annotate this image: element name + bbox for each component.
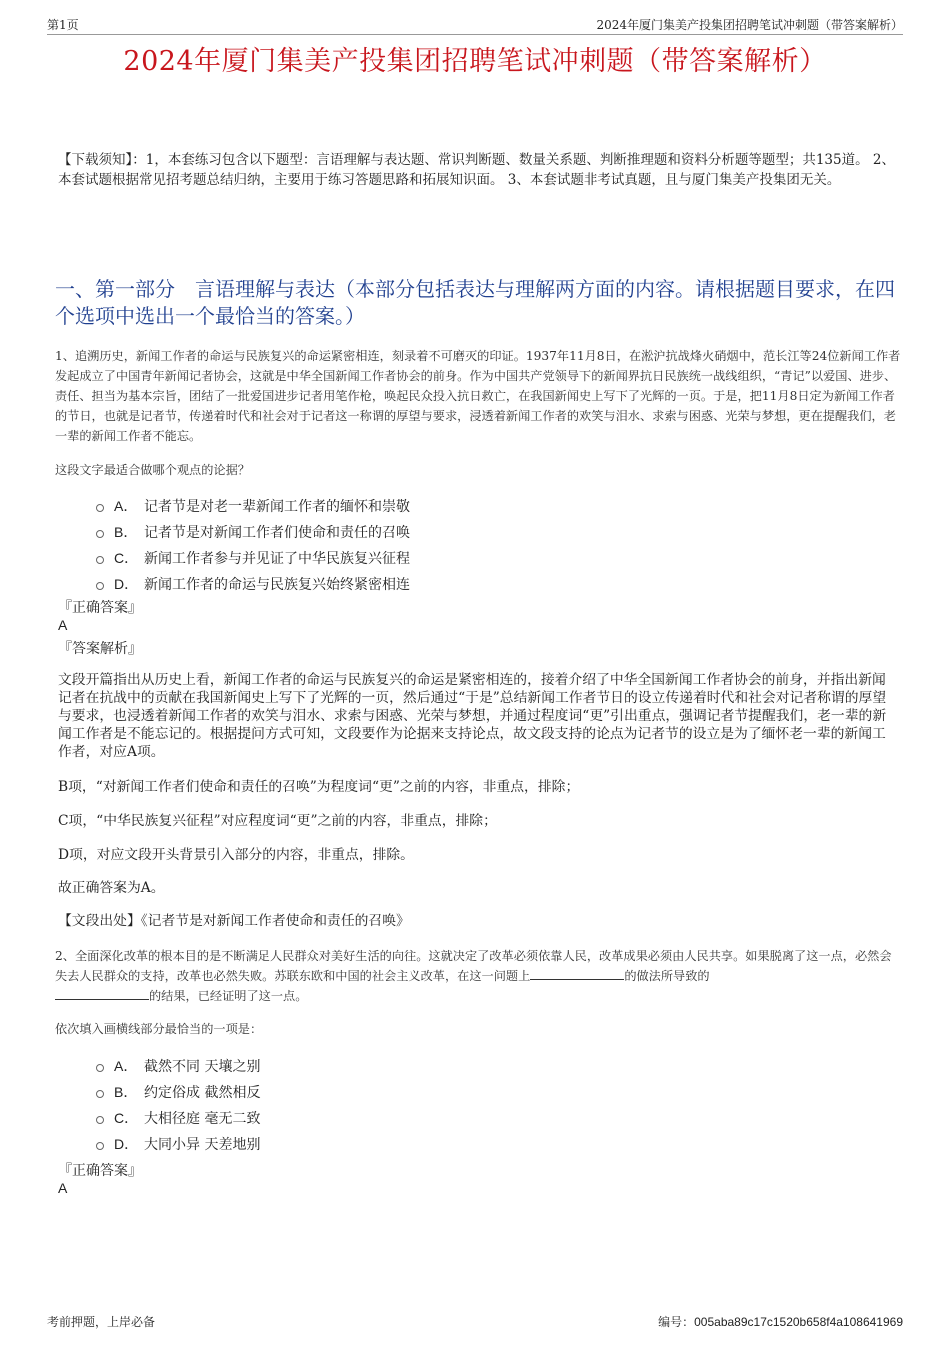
radio-icon[interactable] — [96, 1064, 104, 1072]
page-header — [47, 14, 903, 35]
question-2-answer: A — [58, 1180, 68, 1196]
footer-code: 编号：005aba89c17c1520b658f4a108641969 — [658, 1315, 903, 1329]
question-2-option-d[interactable]: D． 大同小异 天差地别 — [96, 1131, 260, 1157]
fill-blank-1[interactable] — [530, 967, 624, 980]
fill-blank-2[interactable] — [55, 987, 149, 1000]
question-2-answer-label: 『正确答案』 — [58, 1163, 142, 1179]
radio-icon[interactable] — [96, 530, 104, 538]
question-1-text: 1、追溯历史，新闻工作者的命运与民族复兴的命运紧密相连，刻录着不可磨灭的印证。1937年11月8日，在淞沪抗战烽火硝烟中，范长江等24位新闻工作者发起成立了中国青年新闻记者协会，这就是中华全国新闻工作者协会的前身。作为中国共产党领导下的新闻界抗日民族统一战线组织，“青记”以爱国、进步、责任、担当为基本宗旨，团结了一批爱国进步记者用笔作枪，唤起民众投入抗日救亡，在我国新闻史上写下了光辉的一页。于是，把11月8日定为新闻工作者的节日，也就是记者节，传递着时代和社会对于记者这一称谓的厚望与要求，浸透着新闻工作者的欢笑与泪水、求索与困惑、光荣与梦想，更在提醒我们，老一辈的新闻工作者不能忘。 — [55, 349, 901, 443]
question-1-analysis-b: B项，“对新闻工作者们使命和责任的召唤”为程度词“更”之前的内容，非重点，排除； — [58, 779, 580, 795]
radio-icon[interactable] — [96, 582, 104, 590]
radio-icon[interactable] — [96, 1142, 104, 1150]
section-title: 一、第一部分 言语理解与表达（本部分包括表达与理解两方面的内容。请根据题目要求，在四个选项中选出一个最恰当的答案。） — [55, 277, 895, 328]
question-1-conclusion: 故正确答案为A。 — [58, 880, 165, 896]
radio-icon[interactable] — [96, 1116, 104, 1124]
question-2-options — [96, 1053, 260, 1157]
radio-icon[interactable] — [96, 504, 104, 512]
question-1-option-c[interactable]: C． 新闻工作者参与并见证了中华民族复兴征程 — [96, 545, 410, 571]
question-1-analysis-main: 文段开篇指出从历史上看，新闻工作者的命运与民族复兴的命运是紧密相连的，接着介绍了中华全国新闻工作者协会的前身，并指出新闻记者在抗战中的贡献在我国新闻史上写下了光辉的一页，然后通过“于是”总结新闻工作者节日的设立传递着时代和社会对记者称谓的厚望与要求，也浸透着新闻工作者的欢笑与泪水、求索与困惑、光荣与梦想，并通过程度词“更”引出重点，强调记者节提醒我们，老一辈的新闻工作者是不能忘记的。根据提问方式可知，文段要作为论据来支持论点，故文段支持的论点为记者节的设立是为了缅怀老一辈的新闻工作者，对应A项。 — [58, 672, 887, 760]
question-2-prompt: 依次填入画横线部分最恰当的一项是： — [55, 1022, 263, 1036]
question-1-option-b[interactable]: B． 记者节是对新闻工作者们使命和责任的召唤 — [96, 519, 410, 545]
question-1-options — [96, 493, 410, 597]
question-2-option-a[interactable]: A． 截然不同 天壤之别 — [96, 1053, 260, 1079]
footer-slogan: 考前押题，上岸必备 — [47, 1315, 156, 1329]
question-1-analysis-d: D项，对应文段开头背景引入部分的内容，非重点，排除。 — [58, 847, 414, 863]
question-2-option-c[interactable]: C． 大相径庭 毫无二致 — [96, 1105, 260, 1131]
radio-icon[interactable] — [96, 1090, 104, 1098]
question-1-option-d[interactable]: D． 新闻工作者的命运与民族复兴始终紧密相连 — [96, 571, 410, 597]
question-1-option-a[interactable]: A． 记者节是对老一辈新闻工作者的缅怀和崇敬 — [96, 493, 410, 519]
question-1-answer-label: 『正确答案』 — [58, 600, 142, 616]
page-number: 第1页 — [47, 18, 79, 32]
question-1-source: 【文段出处】《记者节是对新闻工作者使命和责任的召唤》 — [58, 913, 410, 929]
question-2-text: 2、全面深化改革的根本目的是不断满足人民群众对美好生活的向往。这就决定了改革必须依靠人民，改革成果必须由人民共享。如果脱离了这一点，必然会失去人民群众的支持，改革也必然失败。苏联东欧和中国的社会主义改革，在这一问题上 的做法所导致的 的结果，已经证明了这一点。 — [55, 949, 892, 1003]
question-1-answer: A — [58, 617, 68, 633]
question-1-analysis-c: C项，“中华民族复兴征程”对应程度词“更”之前的内容，非重点，排除； — [58, 813, 497, 829]
question-1-prompt: 这段文字最适合做哪个观点的论据？ — [55, 463, 250, 477]
header-doc-title: 2024年厦门集美产投集团招聘笔试冲刺题（带答案解析） — [596, 18, 903, 32]
question-2-option-b[interactable]: B． 约定俗成 截然相反 — [96, 1079, 260, 1105]
radio-icon[interactable] — [96, 556, 104, 564]
download-notice: 【下载须知】：1，本套练习包含以下题型：言语理解与表达题、常识判断题、数量关系题、判断推理题和资料分析题等题型；共135道。 2、本套试题根据常见招考题总结归纳，主要用于练习答题思路和拓展知识面。 3、本套试题非考试真题，且与厦门集美产投集团无关。 — [58, 152, 895, 188]
question-1-analysis-label: 『答案解析』 — [58, 641, 142, 657]
page-title: 2024年厦门集美产投集团招聘笔试冲刺题（带答案解析） — [123, 46, 827, 77]
